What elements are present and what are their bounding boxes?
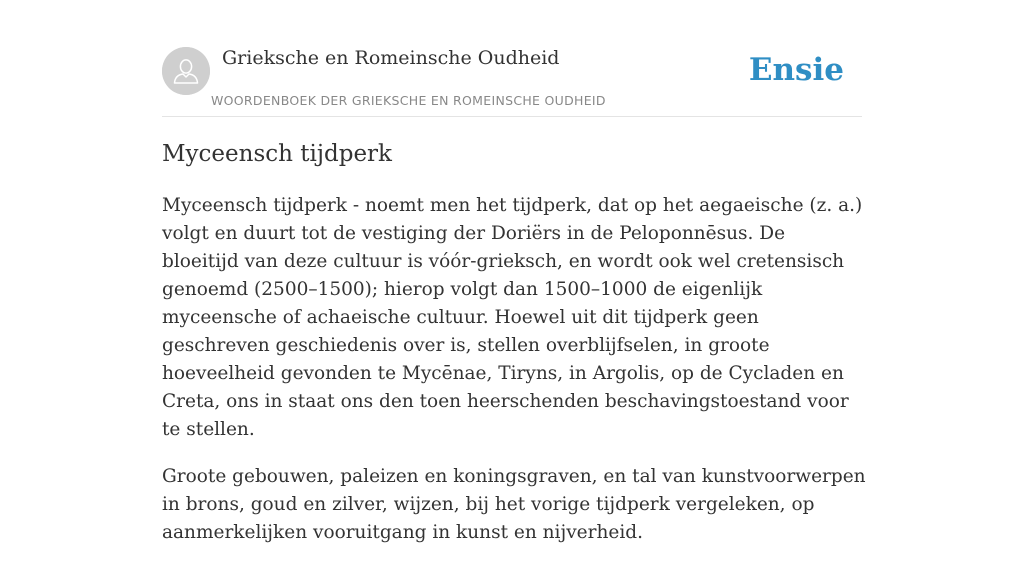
dictionary-subtitle: WOORDENBOEK DER GRIEKSCHE EN ROMEINSCHE OUDHEID [211,93,606,108]
entry-paragraph: Groote gebouwen, paleizen en koningsgraven, en tal van kunstvoorwerpen in brons, goud en zilver, wijzen, bij het vorige tijdperk vergeleken, op aanmerkelijken vooruitgang in kunst en nijverheid. [162,466,866,543]
entry-content [162,192,867,566]
dictionary-header [162,46,862,117]
user-icon[interactable] [162,47,210,95]
entry-paragraph: Myceensch tijdperk - noemt men het tijdperk, dat op het aegaeische (z. a.) volgt en duurt tot de vestiging der Doriërs in de Peloponnēsus. De bloeitijd van deze cultuur is vóór-grieksch, en wordt ook wel cretensisch genoemd (2500–1500); hierop volgt dan 1500–1000 de eigenlijk myceensche of achaeische cultuur. Hoewel uit dit tijdperk geen geschreven geschiedenis over is, stellen overblijfselen, in groote hoeveelheid gevonden te Mycēnae, Tiryns, in Argolis, op de Cycladen en Creta, ons in staat ons den toen heerschenden beschavingstoestand voor te stellen. [162,195,863,440]
dictionary-title-link[interactable]: Grieksche en Romeinsche Oudheid [222,47,560,69]
ensie-logo-link[interactable]: Ensie [748,52,844,88]
entry-title: Myceensch tijdperk [162,141,392,167]
